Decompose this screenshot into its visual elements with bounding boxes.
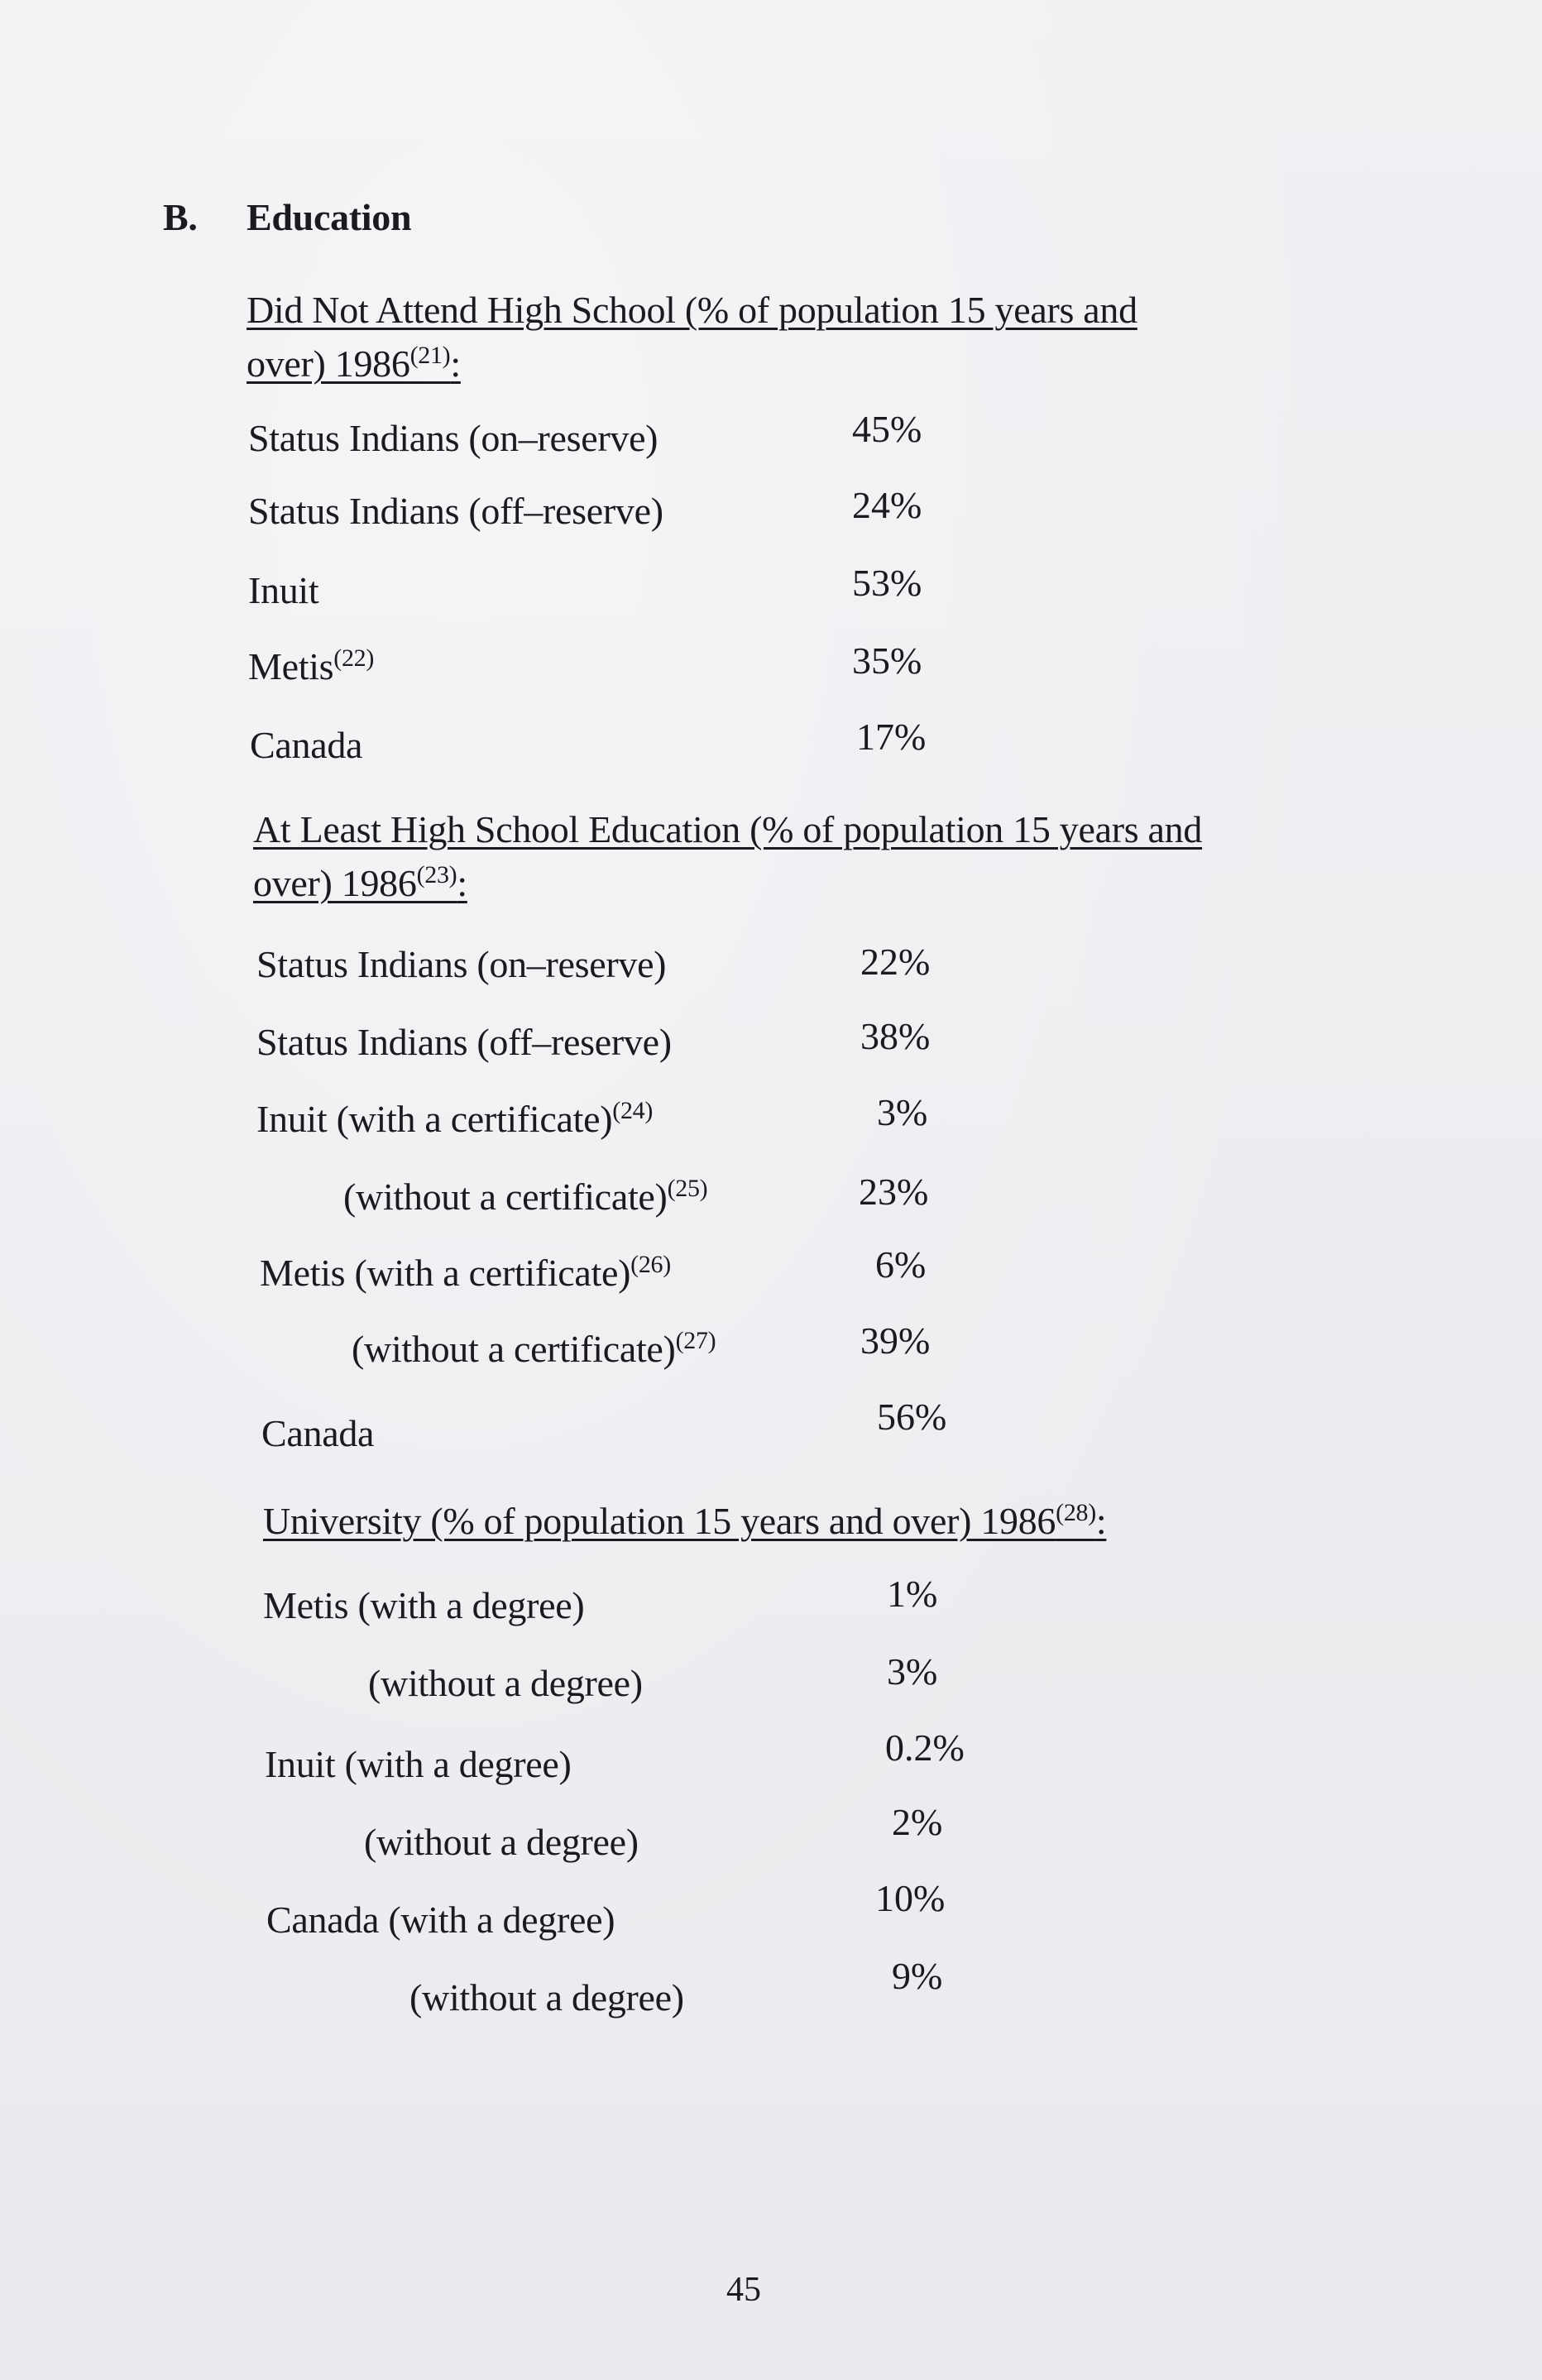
table-row-label: Canada	[261, 1412, 375, 1454]
table-row-value: 9%	[892, 1955, 943, 1997]
table-row-value: 3%	[877, 1091, 928, 1133]
table-row-value: 17%	[856, 716, 927, 758]
table-row-label: Metis (with a degree)	[263, 1584, 585, 1626]
table-row-value: 10%	[875, 1877, 946, 1919]
table-row-value: 53%	[852, 562, 922, 604]
footnote-ref: (28)	[1056, 1499, 1096, 1526]
table-row-label: Inuit (with a degree)	[265, 1743, 572, 1785]
table-row-label: Status Indians (on–reserve)	[256, 943, 667, 985]
table-row-value: 23%	[859, 1171, 929, 1213]
table-row-label: Canada	[250, 724, 363, 766]
table-row-value: 22%	[860, 941, 931, 983]
did-not-attend-heading-line2: over) 1986$^{(21)}$:	[247, 342, 461, 385]
at-least-high-school-heading-line2: over) 1986$^{(23)}$:	[253, 861, 467, 904]
table-row-value: 3%	[887, 1650, 938, 1693]
table-row-label: Inuit (with a certificate)$^{(24)}$	[256, 1097, 654, 1140]
table-row-label: (without a degree)	[409, 1976, 684, 2018]
table-row-value: 38%	[860, 1015, 931, 1057]
table-row-value: 35%	[852, 639, 922, 682]
table-row-label: (without a degree)	[368, 1662, 643, 1704]
section-letter: B.	[163, 196, 198, 238]
table-row-value: 6%	[875, 1243, 927, 1286]
table-row-label: (without a degree)	[364, 1821, 639, 1863]
table-row-label: Status Indians (on–reserve)	[248, 417, 658, 459]
table-row-label: (without a certificate)$^{(27)}$	[352, 1327, 716, 1370]
footnote-ref: (24)	[612, 1097, 654, 1124]
table-row-label: Status Indians (off–reserve)	[248, 490, 663, 532]
table-row-value: 24%	[852, 484, 922, 526]
footnote-ref: (23)	[416, 861, 457, 888]
table-row-label: Metis$^{(22)}$	[248, 644, 375, 687]
table-row-value: 2%	[892, 1801, 943, 1843]
footnote-ref: (27)	[675, 1327, 716, 1354]
table-row-value: 39%	[860, 1319, 931, 1362]
footnote-ref: (21)	[409, 342, 451, 369]
section-title: Education	[247, 196, 412, 238]
table-row-label: (without a certificate)$^{(25)}$	[343, 1175, 708, 1218]
footnote-ref: (25)	[667, 1175, 708, 1202]
table-row-label: Status Indians (off–reserve)	[256, 1021, 672, 1063]
table-row-label: Inuit	[248, 569, 319, 611]
university-heading: University (% of population 15 years and over) 1986$^{(28)}$:	[263, 1499, 1107, 1542]
footnote-ref: (22)	[333, 644, 375, 672]
table-row-label: Canada (with a degree)	[266, 1899, 615, 1941]
table-row-label: Metis (with a certificate)$^{(26)}$	[260, 1251, 671, 1294]
page-number: 45	[726, 2271, 761, 2309]
did-not-attend-heading-line1: Did Not Attend High School (% of population 15 years and	[247, 289, 1137, 331]
table-row-value: 0.2%	[885, 1726, 965, 1769]
footnote-ref: (26)	[630, 1251, 671, 1278]
table-row-value: 1%	[887, 1573, 938, 1615]
table-row-value: 56%	[877, 1396, 947, 1438]
at-least-high-school-heading-line1: At Least High School Education (% of population 15 years and	[253, 808, 1203, 850]
table-row-value: 45%	[852, 408, 922, 450]
